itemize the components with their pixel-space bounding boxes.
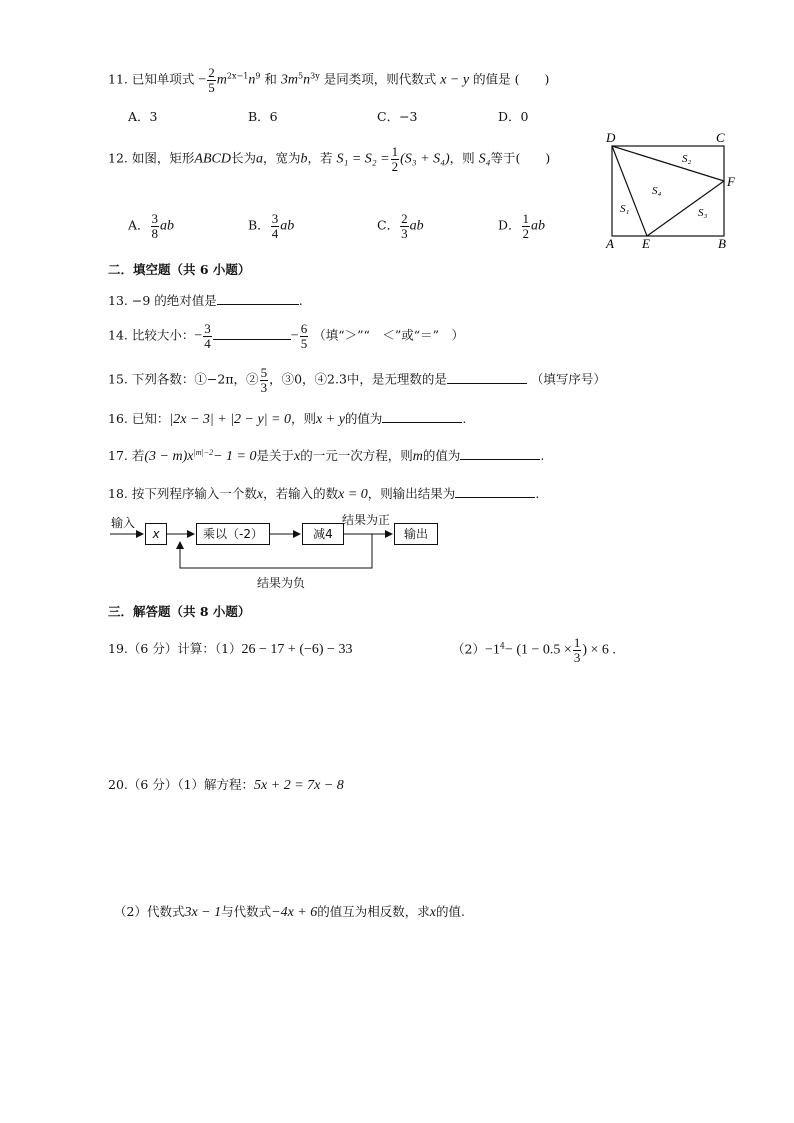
rect-name: ABCD	[194, 151, 231, 167]
question-text: ，宽为	[262, 150, 301, 166]
question-number: 14.	[108, 327, 128, 343]
question-number: 17.	[108, 448, 128, 463]
answer-blank[interactable]	[460, 447, 540, 460]
rectangle-figure	[598, 124, 748, 254]
label-b: B	[718, 236, 726, 251]
var-a: a	[255, 151, 263, 167]
fraction: $\frac{1}{2}$	[522, 211, 530, 241]
rectangle-abcd	[612, 146, 724, 236]
period: .	[535, 486, 540, 501]
var-s4: S₄	[478, 151, 491, 167]
expression: 26 − 17 + (−6) − 33	[241, 642, 353, 657]
expression: 3x − 1	[184, 905, 222, 920]
fraction: $\frac{3}{8}$	[151, 211, 159, 241]
score-label: （6 分）（1）解方程：	[127, 777, 255, 792]
answer-blank[interactable]	[455, 485, 535, 498]
question-number: 12.	[108, 150, 128, 166]
answer-blank[interactable]	[213, 327, 291, 340]
option-letter: D．	[498, 217, 521, 233]
equation: 5x + 2 = 7x − 8	[254, 778, 344, 793]
minus-sign: −	[198, 72, 207, 88]
question-11	[108, 66, 549, 94]
question-text: 已知单项式	[131, 71, 195, 87]
option-letter: A．	[128, 217, 150, 233]
question-number: 15.	[108, 371, 128, 387]
item: ②	[246, 371, 259, 387]
expression: ) × 6 .	[582, 642, 616, 658]
var-n: n	[248, 72, 256, 88]
part-label: （2）代数式	[114, 904, 185, 919]
expression: x − y	[440, 72, 470, 88]
section-title: 二．填空题（共 6 小题）	[108, 262, 251, 277]
conjunction: 和	[264, 71, 277, 87]
multiply-box: 乘以（-2）	[196, 523, 270, 545]
negative-label: 结果为负	[257, 576, 306, 590]
exponent: 2x−1	[226, 71, 249, 81]
fraction-half: $\frac{1}{2}$	[391, 144, 399, 174]
var-n: n	[303, 72, 311, 88]
question-text: ，则输出结果为	[367, 486, 456, 501]
question-number: 11.	[108, 71, 128, 87]
option-b	[248, 212, 294, 240]
question-12	[108, 145, 550, 173]
exponent: |m|−2	[193, 447, 214, 457]
label-c: C	[716, 130, 725, 145]
var-ab: ab	[160, 218, 175, 234]
question-20-part2	[114, 904, 465, 922]
question-text: −9 的绝对值是	[131, 293, 217, 308]
label-s4: S₄	[652, 185, 662, 197]
question-number: 13.	[108, 293, 128, 308]
question-number: 20.	[108, 777, 128, 792]
question-text: 与代数式	[221, 904, 272, 919]
question-14	[108, 322, 464, 350]
question-18	[108, 485, 539, 504]
hint-text: （填写序号）	[530, 371, 606, 387]
segment-de	[612, 146, 647, 236]
label-s1: S₁	[620, 203, 630, 215]
period: .	[462, 411, 467, 426]
option-a	[128, 212, 174, 240]
condition: x = 0	[338, 487, 368, 502]
question-number: 19.	[108, 641, 128, 656]
label-a: A	[606, 236, 614, 251]
question-text: 中，是无理数的是	[346, 371, 447, 387]
answer-blank[interactable]	[447, 371, 527, 384]
var-b: b	[300, 151, 308, 167]
period: .	[540, 448, 545, 463]
expression: −1	[484, 642, 500, 658]
input-label: 输入	[111, 516, 136, 530]
hint-text: （填“＞”“ ＜”或“＝” ）	[313, 327, 465, 343]
var-ab: ab	[531, 218, 546, 234]
question-text: 是同类项，则代数式	[323, 71, 437, 87]
item: ，③0，	[269, 371, 315, 387]
option-b: B．6	[248, 109, 278, 124]
question-text: 按下列程序输入一个数	[131, 486, 257, 501]
minus-sign: −	[194, 328, 203, 344]
section-title: 三．解答题（共 8 小题）	[108, 604, 251, 619]
label-e: E	[642, 236, 650, 251]
label-s3: S₃	[698, 207, 708, 219]
flowchart-arrows	[108, 510, 458, 582]
question-text: ，则	[291, 411, 317, 426]
item: ①−2π，	[194, 371, 247, 387]
expression: − (1 − 0.5 ×	[504, 642, 572, 658]
var-m: m	[216, 72, 227, 88]
question-text: 长为	[230, 150, 256, 166]
var-x: x	[294, 449, 301, 464]
question-text: 的值是	[473, 71, 511, 87]
question-text: 若	[131, 448, 145, 463]
option-c	[377, 212, 424, 240]
var-m: m	[412, 449, 423, 464]
monomial: 3m	[280, 72, 299, 88]
minus-sign: −	[290, 328, 299, 344]
question-text: ，若	[307, 150, 333, 166]
exponent: 4	[499, 641, 505, 651]
var-ab: ab	[409, 218, 424, 234]
option-d: D．0	[498, 109, 529, 124]
question-text: 下列各数：	[131, 371, 195, 387]
question-number: 18.	[108, 486, 128, 501]
period: .	[298, 293, 303, 308]
label-s2: S₂	[682, 153, 692, 165]
label-f: F	[727, 174, 735, 189]
fraction: $\frac{1}{3}$	[573, 635, 581, 665]
question-19-part1	[108, 641, 352, 659]
expression: − 1 = 0	[213, 449, 257, 464]
question-text: ，则	[449, 150, 475, 166]
var-x: x	[256, 487, 264, 502]
expression: |2x − 3| + |2 − y| = 0	[169, 412, 292, 427]
question-19-part2	[452, 636, 616, 664]
part-label: （1）	[214, 641, 242, 656]
fraction-two-fifths: $\frac{2}{5}$	[208, 65, 215, 95]
option-a: A．3	[128, 109, 158, 124]
answer-paren: ( )	[515, 150, 551, 166]
expression: −4x + 6	[271, 905, 318, 920]
question-text: 是关于	[256, 448, 294, 463]
fraction: $\frac{2}{3}$	[401, 211, 408, 241]
question-text: 的值.	[435, 904, 465, 919]
var-ab: ab	[280, 218, 295, 234]
item: ④2.3̇	[314, 371, 347, 387]
question-13	[108, 292, 303, 308]
fraction: $\frac{5}{3}$	[260, 365, 268, 395]
fraction: $\frac{6}{5}$	[300, 321, 308, 351]
condition: (S₃ + S₄)	[400, 151, 450, 167]
exponent: 3y	[310, 71, 320, 81]
positive-label: 结果为正	[342, 513, 391, 527]
question-text: 比较大小：	[131, 327, 195, 343]
option-letter: C．	[377, 217, 400, 233]
var-x: x	[429, 905, 436, 920]
option-c: C．−3	[377, 109, 418, 124]
output-box: 输出	[394, 523, 438, 545]
answer-paren: ( )	[514, 71, 550, 87]
question-17	[108, 447, 544, 466]
segment-df	[612, 146, 724, 181]
question-text: ，若输入的数	[263, 486, 339, 501]
question-text: 已知：	[131, 411, 170, 426]
option-d	[498, 212, 545, 240]
question-text: 的一元一次方程，则	[300, 448, 413, 463]
condition: S₁ = S₂ =	[336, 151, 390, 167]
fraction: $\frac{3}{4}$	[204, 321, 211, 351]
question-text: 的值互为相反数，求	[317, 904, 430, 919]
question-number: 16.	[108, 411, 128, 426]
label-d: D	[606, 130, 616, 145]
question-text: 的值为	[422, 448, 461, 463]
question-20-part1	[108, 777, 344, 795]
question-16	[108, 410, 466, 429]
question-text: 如图，矩形	[131, 150, 195, 166]
fraction: $\frac{3}{4}$	[271, 211, 279, 241]
exponent: 9	[255, 71, 261, 81]
expression: x + y	[316, 412, 345, 427]
score-label: （6 分）计算：	[127, 641, 215, 656]
question-text: 的值为	[344, 411, 383, 426]
expression: (3 − m)x	[144, 449, 194, 464]
option-letter: B．	[248, 217, 270, 233]
exponent: 5	[298, 71, 304, 81]
question-text: 等于	[490, 150, 516, 166]
question-15	[108, 366, 606, 394]
answer-blank[interactable]	[217, 292, 299, 305]
answer-blank[interactable]	[382, 410, 462, 423]
input-x-box: x	[145, 523, 167, 545]
part-label: （2）	[452, 641, 485, 657]
subtract-box: 减4	[302, 523, 344, 545]
